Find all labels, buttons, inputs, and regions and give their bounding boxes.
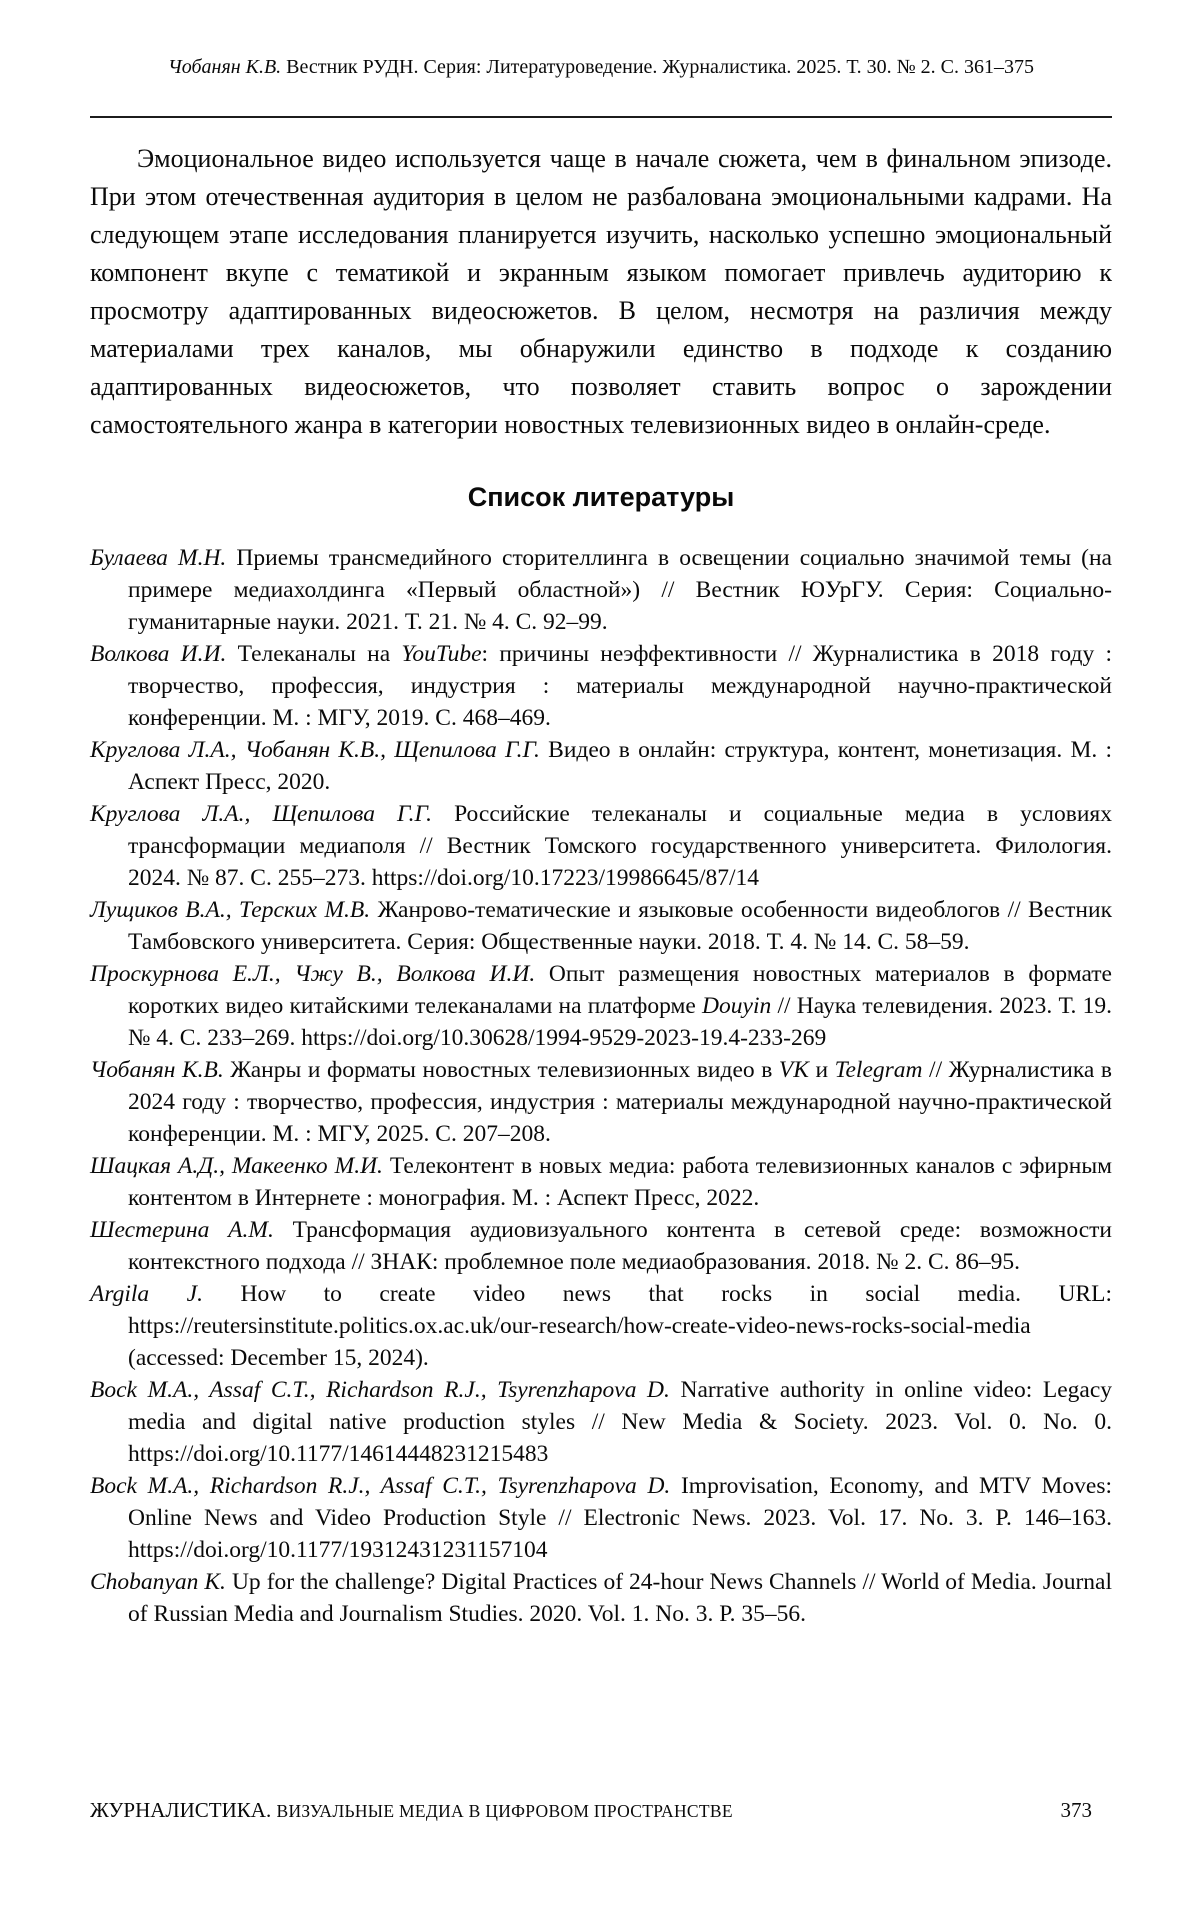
- reference-text: Жанры и форматы новостных телевизионных видео в: [223, 1057, 779, 1083]
- running-header-citation: Вестник РУДН. Серия: Литературоведение. Журналистика. 2025. Т. 30. № 2. С. 361–375: [281, 56, 1035, 78]
- reference-item: [90, 1150, 1112, 1214]
- reference-item: [90, 638, 1112, 734]
- reference-text: Российские телеканалы и социальные медиа в условиях трансформации медиаполя // Вестник Томского государственного университета. Филология. 2024. № 87. С. 255–273. https://doi.org/10.17223/19986645/87/14: [128, 801, 1112, 891]
- references-heading: Список литературы: [467, 482, 735, 512]
- header-rule: [90, 116, 1112, 118]
- reference-authors: YouTube: [401, 641, 482, 667]
- reference-authors: Круглова Л.А., Чобанян К.В., Щепилова Г.Г.: [90, 737, 540, 763]
- running-header-author: Чобанян К.В.: [167, 56, 282, 78]
- footer-page-number: 373: [1060, 1798, 1092, 1822]
- running-header: [90, 56, 1112, 79]
- reference-item: [90, 1214, 1112, 1278]
- reference-item: [90, 542, 1112, 638]
- reference-item: [90, 1470, 1112, 1566]
- lead-paragraph: Эмоциональное видео используется чаще в начале сюжета, чем в финальном эпизоде. При этом отечественная аудитория в целом не разбалована эмоциональными кадрами. На следующем этапе исследования планируется изучить, насколько успешно эмоциональный компонент вкупе с тематикой и экранным языком помогает привлечь аудиторию к просмотру адаптированных видеосюжетов. В целом, несмотря на различия между материалами трех каналов, мы обнаружили единство в подходе к созданию адаптированных видеосюжетов, что позволяет ставить вопрос о зарождении самостоятельного жанра в категории новостных телевизионных видео в онлайн-среде.: [90, 144, 1112, 439]
- reference-text: Телеконтент в новых медиа: работа телевизионных каналов с эфирным контентом в Интернете : монография. М. : Аспект Пресс, 2022.: [128, 1153, 1112, 1211]
- reference-item: [90, 1054, 1112, 1150]
- footer-section-sub: ВИЗУАЛЬНЫЕ МЕДИА В ЦИФРОВОМ ПРОСТРАНСТВЕ: [276, 1801, 733, 1821]
- reference-text: How to create video news that rocks in social media. URL: https://reutersinstitute.politics.ox.ac.uk/our-research/how-create-video-news-rocks-social-media (accessed: December 15, 2024).: [128, 1281, 1112, 1371]
- reference-text: Жанрово-тематические и языковые особенности видеоблогов // Вестник Тамбовского университета. Серия: Общественные науки. 2018. Т. 4. № 14. С. 58–59.: [128, 897, 1112, 955]
- reference-text: Видео в онлайн: структура, контент, монетизация. М. : Аспект Пресс, 2020.: [128, 737, 1112, 795]
- reference-authors: Argila J.: [90, 1281, 203, 1307]
- reference-text: // Наука телевидения. 2023. Т. 19. № 4. С. 233–269. https://doi.org/10.30628/1994-9529-2023-19.4-233-269: [128, 993, 1113, 1051]
- reference-authors: Лущиков В.А., Терских М.В.: [90, 897, 371, 923]
- footer-section-main: ЖУРНАЛИСТИКА.: [90, 1798, 277, 1822]
- reference-text: : причины неэффективности // Журналистика в 2018 году : творчество, профессия, индустрия : материалы международной научно-практической конференции. М. : МГУ, 2019. С. 468–469.: [128, 641, 1112, 731]
- reference-text: Up for the challenge? Digital Practices of 24-hour News Channels // World of Media. Journal of Russian Media and Journalism Studies. 2020. Vol. 1. No. 3. P. 35–56.: [128, 1569, 1113, 1627]
- reference-authors: Проскурнова Е.Л., Чжу В., Волкова И.И.: [90, 961, 536, 987]
- footer-section-title: [90, 1798, 733, 1824]
- reference-authors: VK: [778, 1057, 809, 1083]
- page-footer: [90, 1798, 1112, 1824]
- reference-text: Improvisation, Economy, and MTV Moves: Online News and Video Production Style // Electronic News. 2023. Vol. 17. No. 3. P. 146–163. https://doi.org/10.1177/19312431231157104: [128, 1473, 1112, 1563]
- reference-item: [90, 798, 1112, 894]
- reference-item: [90, 1278, 1112, 1374]
- reference-authors: Bock M.A., Richardson R.J., Assaf C.T., Tsyrenzhapova D.: [90, 1473, 671, 1499]
- reference-authors: Telegram: [834, 1057, 923, 1083]
- reference-authors: Шестерина А.М.: [90, 1217, 274, 1243]
- reference-authors: Волкова И.И.: [90, 641, 227, 667]
- reference-item: [90, 1566, 1112, 1630]
- reference-text: Narrative authority in online video: Legacy media and digital native production styles // New Media & Society. 2023. Vol. 0. No. 0. https://doi.org/10.1177/14614448231215483: [128, 1377, 1113, 1467]
- reference-authors: Чобанян К.В.: [90, 1057, 224, 1083]
- reference-text: Трансформация аудиовизуального контента в сетевой среде: возможности контекстного подхода // ЗНАК: проблемное поле медиаобразования. 2018. № 2. С. 86–95.: [128, 1217, 1112, 1275]
- reference-item: [90, 958, 1112, 1054]
- reference-text: // Журналистика в 2024 году : творчество, профессия, индустрия : материалы международной научно-практической конференции. М. : МГУ, 2025. С. 207–208.: [128, 1057, 1113, 1147]
- reference-authors: Chobanyan K.: [90, 1569, 226, 1595]
- reference-authors: Bock M.A., Assaf C.T., Richardson R.J., Tsyrenzhapova D.: [90, 1377, 670, 1403]
- reference-item: [90, 894, 1112, 958]
- references-list: [90, 542, 1112, 1630]
- reference-item: [90, 1374, 1112, 1470]
- reference-text: и: [808, 1057, 835, 1083]
- reference-text: Опыт размещения новостных материалов в формате коротких видео китайскими телеканалами на платформе: [128, 961, 1112, 1019]
- reference-authors: Булаева М.Н.: [90, 545, 227, 571]
- reference-item: [90, 734, 1112, 798]
- reference-text: Телеканалы на: [226, 641, 402, 667]
- reference-authors: Круглова Л.А., Щепилова Г.Г.: [90, 801, 432, 827]
- reference-authors: Douyin: [702, 993, 772, 1019]
- reference-text: Приемы трансмедийного сторителлинга в освещении социально значимой темы (на примере медиахолдинга «Первый областной») // Вестник ЮУрГУ. Серия: Социально-гуманитарные науки. 2021. Т. 21. № 4. С. 92–99.: [128, 545, 1112, 635]
- reference-authors: Шацкая А.Д., Макеенко М.И.: [90, 1153, 383, 1179]
